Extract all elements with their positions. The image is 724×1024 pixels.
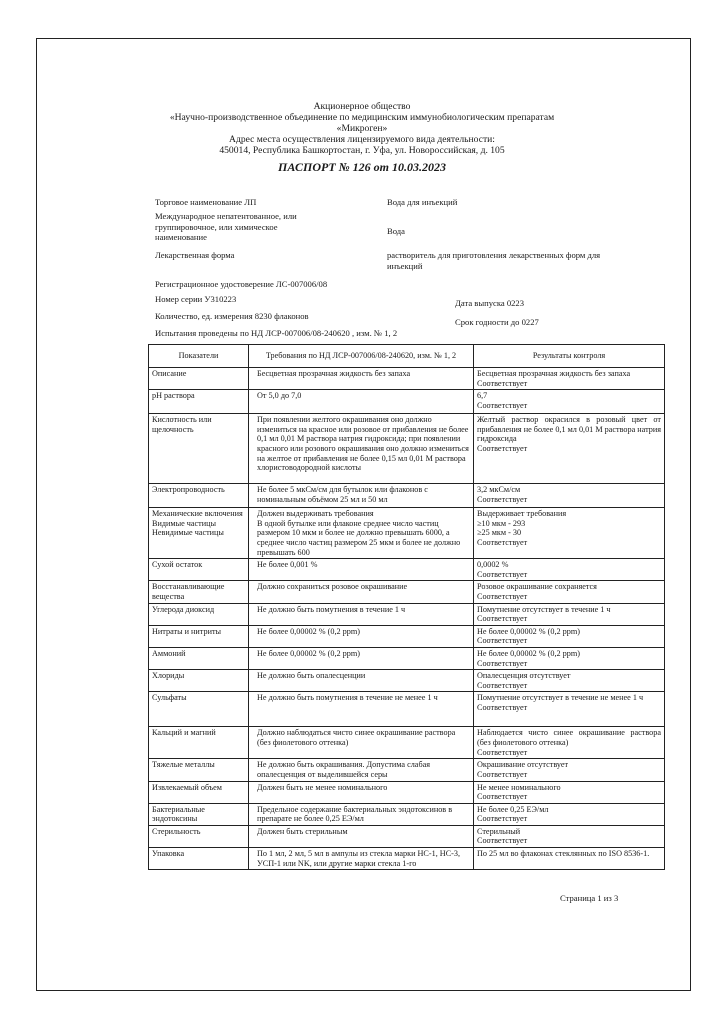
trade-name-label: Торговое наименование ЛП xyxy=(155,197,257,207)
cell-line: При появлении желтого окрашивания оно должно измениться на красное или розовое от прибавления не более 0,1 мл 0,01 М раствора натрия гидроксида; при появлении красного или розового окрашивания оно должно измениться на желтое от прибавления не более 0,15 мл 0,01 М раствора хлористоводородной кислоты xyxy=(257,415,469,473)
cell-line: Соответствует xyxy=(477,814,528,824)
quantity-label: Количество, ед. измерения 8230 флаконов xyxy=(155,311,309,321)
table-row xyxy=(149,781,665,803)
address-value: 450014, Республика Башкортостан, г. Уфа, ул. Новороссийская, д. 105 xyxy=(219,145,505,156)
cell-line: Соответствует xyxy=(477,702,528,712)
trade-name-value: Вода для инъекций xyxy=(387,197,458,207)
org-brand: «Микроген» xyxy=(336,123,388,134)
cell-line: Электропроводность xyxy=(152,485,225,495)
row-requirement xyxy=(249,759,474,781)
table-row xyxy=(149,803,665,825)
cell-line: От 5,0 до 7,0 xyxy=(257,391,302,401)
cell-line: Соответствует xyxy=(477,658,528,668)
tests-label: Испытания проведены по НД ЛСР-007006/08-240620 , изм. № 1, 2 xyxy=(155,328,398,338)
cell-line: 3,2 мкСм/см xyxy=(477,485,521,495)
cell-line: Хлориды xyxy=(152,671,185,681)
form-value: растворитель для приготовления лекарственных форм для инъекций xyxy=(387,250,601,271)
header-results: Результаты контроля xyxy=(474,345,665,368)
row-parameter xyxy=(149,759,249,781)
row-parameter xyxy=(149,781,249,803)
row-result xyxy=(474,781,665,803)
table-row xyxy=(149,647,665,669)
cell-line: Соответствует xyxy=(477,537,528,547)
cell-line: Соответствует xyxy=(477,591,528,601)
row-requirement xyxy=(249,581,474,603)
cell-line: Должно наблюдаться чисто синее окрашивание раствора (без фиолетового оттенка) xyxy=(257,728,456,747)
row-requirement xyxy=(249,625,474,647)
row-parameter xyxy=(149,825,249,847)
row-requirement xyxy=(249,647,474,669)
table-row xyxy=(149,727,665,759)
control-results-table xyxy=(148,344,665,870)
cell-line: Соответствует xyxy=(477,614,528,624)
header-requirements: Требования по НД ЛСР-007006/08-240620, изм. № 1, 2 xyxy=(249,345,474,368)
cell-line: Соответствует xyxy=(477,443,528,453)
cell-line: Углерода диоксид xyxy=(152,604,215,614)
table-row xyxy=(149,368,665,390)
cell-line: 0,0002 % xyxy=(477,560,509,570)
row-parameter xyxy=(149,368,249,390)
page-number: Страница 1 из 3 xyxy=(560,893,619,903)
row-result xyxy=(474,759,665,781)
row-result xyxy=(474,603,665,625)
cell-line: Розовое окрашивание сохраняется xyxy=(477,582,597,592)
row-result xyxy=(474,559,665,581)
row-parameter xyxy=(149,484,249,508)
table-row xyxy=(149,670,665,692)
cell-line: Соответствует xyxy=(477,769,528,779)
cell-line: Наблюдается чисто синее окрашивание раствора (без фиолетового оттенка) xyxy=(477,728,661,747)
cell-line: Упаковка xyxy=(152,849,185,859)
table-row xyxy=(149,414,665,484)
row-requirement xyxy=(249,484,474,508)
cell-line: Соответствует xyxy=(477,378,528,388)
row-requirement xyxy=(249,727,474,759)
expiry-date: Срок годности до 0227 xyxy=(455,317,539,327)
release-date: Дата выпуска 0223 xyxy=(455,298,525,308)
cell-line: Бактериальные эндотоксины xyxy=(152,804,205,824)
row-parameter xyxy=(149,390,249,414)
cell-line: Соответствует xyxy=(477,836,528,846)
cell-line: ≥10 мкм - 293 xyxy=(477,518,526,528)
cell-line: По 1 мл, 2 мл, 5 мл в ампулы из стекла марки НС-1, НС-3, УСП-1 или NK, или другие марки стекла 1-го xyxy=(257,849,461,868)
cell-line: Видимые частицы xyxy=(152,518,216,528)
row-result xyxy=(474,390,665,414)
cell-line: Не более 0,25 ЕЭ/мл xyxy=(477,804,549,814)
row-requirement xyxy=(249,559,474,581)
row-requirement xyxy=(249,781,474,803)
row-result xyxy=(474,484,665,508)
cell-line: Не должно быть помутнения в течение не менее 1 ч xyxy=(257,693,438,703)
table-row xyxy=(149,581,665,603)
row-requirement xyxy=(249,670,474,692)
row-requirement xyxy=(249,603,474,625)
row-parameter xyxy=(149,727,249,759)
row-result xyxy=(474,414,665,484)
row-result xyxy=(474,825,665,847)
row-result xyxy=(474,368,665,390)
cell-line: Предельное содержание бактериальных эндотоксинов в препарате не более 0,25 ЕЭ/мл xyxy=(257,804,453,824)
table-header-row xyxy=(149,345,665,368)
row-parameter xyxy=(149,603,249,625)
cell-line: По 25 мл во флаконах стеклянных по ISO 8536-1. xyxy=(477,849,650,859)
table-row xyxy=(149,848,665,870)
table-row xyxy=(149,759,665,781)
cell-line: Стерильность xyxy=(152,826,201,836)
table-row xyxy=(149,484,665,508)
cell-line: Соответствует xyxy=(477,494,528,504)
cell-line: ≥25 мкм - 30 xyxy=(477,528,522,538)
cell-line: Не менее номинального xyxy=(477,782,561,792)
row-parameter xyxy=(149,508,249,559)
row-requirement xyxy=(249,414,474,484)
series-label: Номер серии У310223 xyxy=(155,294,237,304)
row-parameter xyxy=(149,625,249,647)
cell-line: Должен быть стерильным xyxy=(257,826,348,836)
org-type: Акционерное общество xyxy=(313,101,411,112)
row-parameter xyxy=(149,414,249,484)
row-result xyxy=(474,581,665,603)
cell-line: Не должно быть опалесценции xyxy=(257,671,366,681)
cell-line: Не должно быть окрашивания. Допустима слабая опалесценция от выделившейся серы xyxy=(257,760,431,779)
inn-label: Международное непатентованное, или группировочное, или химическое наименование xyxy=(155,211,297,243)
row-result xyxy=(474,647,665,669)
row-requirement xyxy=(249,692,474,727)
cell-line: Не более 0,001 % xyxy=(257,560,318,570)
cell-line: pH раствора xyxy=(152,391,195,401)
cell-line: Не более 5 мкСм/см для бутылок или флаконов с номинальным объёмом 25 мл и 50 мл xyxy=(257,485,428,504)
cell-line: Не более 0,00002 % (0,2 ppm) xyxy=(257,626,360,636)
cell-line: Тяжелые металлы xyxy=(152,760,215,770)
form-label: Лекарственная форма xyxy=(155,250,235,260)
row-requirement xyxy=(249,368,474,390)
cell-line: Выдерживает требования xyxy=(477,509,567,519)
cell-line: 6,7 xyxy=(477,391,488,401)
row-parameter xyxy=(149,581,249,603)
cell-line: Сухой остаток xyxy=(152,560,203,570)
cell-line: Бесцветная прозрачная жидкость без запаха xyxy=(477,369,631,378)
cell-line: Не более 0,00002 % (0,2 ppm) xyxy=(257,648,360,658)
cell-line: Помутнение отсутствует в течение не менее 1 ч xyxy=(477,693,644,703)
row-result xyxy=(474,508,665,559)
registration-label: Регистрационное удостоверение ЛС-007006/08 xyxy=(155,279,328,289)
cell-line: Нитраты и нитриты xyxy=(152,626,222,636)
row-requirement xyxy=(249,848,474,870)
row-requirement xyxy=(249,825,474,847)
row-result xyxy=(474,670,665,692)
table-row xyxy=(149,603,665,625)
cell-line: Соответствует xyxy=(477,680,528,690)
table-row xyxy=(149,559,665,581)
row-requirement xyxy=(249,508,474,559)
cell-line: Кальций и магний xyxy=(152,728,216,738)
row-parameter xyxy=(149,803,249,825)
row-parameter xyxy=(149,647,249,669)
row-parameter xyxy=(149,692,249,727)
cell-line: Соответствует xyxy=(477,569,528,579)
cell-line: Соответствует xyxy=(477,747,528,757)
cell-line: Соответствует xyxy=(477,792,528,802)
cell-line: Механические включения xyxy=(152,509,243,519)
table-row xyxy=(149,390,665,414)
cell-line: Соответствует xyxy=(477,400,528,410)
row-parameter xyxy=(149,848,249,870)
table-row xyxy=(149,625,665,647)
cell-line: Не более 0,00002 % (0,2 ppm) xyxy=(477,648,580,658)
cell-line: Опалесценция отсутствует xyxy=(477,671,571,681)
cell-line: Должен выдерживать требования xyxy=(257,509,374,519)
row-result xyxy=(474,692,665,727)
cell-line: Описание xyxy=(152,369,187,378)
cell-line: Невидимые частицы xyxy=(152,528,224,538)
cell-line: Восстанавливающие вещества xyxy=(152,582,225,601)
header-parameter: Показатели xyxy=(149,345,249,368)
cell-line: Кислотность или щелочность xyxy=(152,415,212,434)
row-parameter xyxy=(149,670,249,692)
row-result xyxy=(474,803,665,825)
cell-line: Соответствует xyxy=(477,636,528,646)
inn-value: Вода xyxy=(387,226,405,236)
cell-line: Бесцветная прозрачная жидкость без запаха xyxy=(257,369,411,378)
cell-line: Помутнение отсутствует в течение 1 ч xyxy=(477,604,611,614)
table-row xyxy=(149,692,665,727)
row-result xyxy=(474,848,665,870)
cell-line: Аммоний xyxy=(152,648,186,658)
row-parameter xyxy=(149,559,249,581)
cell-line: Не должно быть помутнения в течение 1 ч xyxy=(257,604,406,614)
cell-line: Сульфаты xyxy=(152,693,187,703)
cell-line: Стерильный xyxy=(477,826,521,836)
row-result xyxy=(474,727,665,759)
cell-line: Окрашивание отсутствует xyxy=(477,760,569,770)
cell-line: Должно сохраниться розовое окрашивание xyxy=(257,582,408,592)
org-name: «Научно-производственное объединение по медицинским иммунобиологическим препаратам xyxy=(169,112,555,123)
cell-line: Не более 0,00002 % (0,2 ppm) xyxy=(477,626,580,636)
row-result xyxy=(474,625,665,647)
address-label: Адрес места осуществления лицензируемого вида деятельности: xyxy=(229,134,495,145)
table-row xyxy=(149,508,665,559)
cell-line: Извлекаемый объем xyxy=(152,782,222,792)
cell-line: Желтый раствор окрасился в розовый цвет от прибавления не более 0,1 мл 0,01 М раствора натрия гидроксида xyxy=(477,415,661,444)
row-requirement xyxy=(249,390,474,414)
passport-title: ПАСПОРТ № 126 от 10.03.2023 xyxy=(277,160,447,174)
cell-line: Должен быть не менее номинального xyxy=(257,782,388,792)
cell-line: В одной бутылке или флаконе среднее число частиц размером 10 мкм и более не должно превышать 6000, а среднее число частиц размером 25 мкм и более не должно превышать 600 xyxy=(257,518,461,557)
row-requirement xyxy=(249,803,474,825)
table-row xyxy=(149,825,665,847)
